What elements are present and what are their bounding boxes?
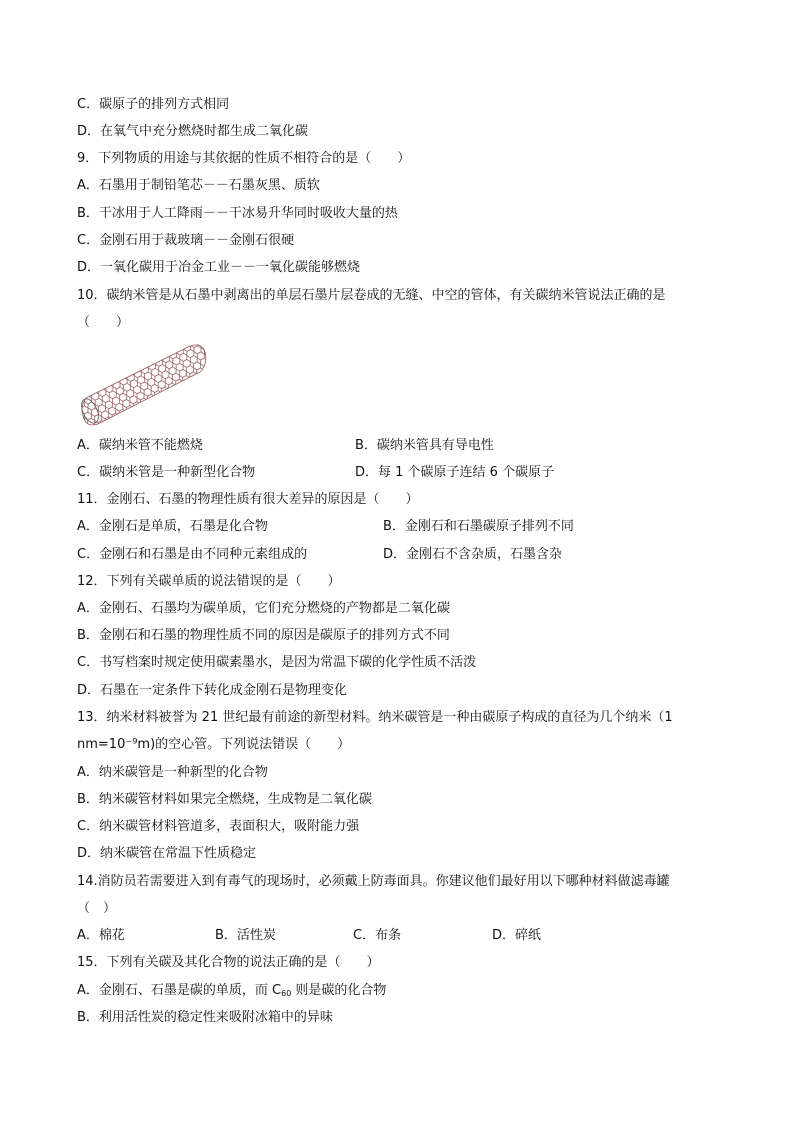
q11-stem: 11．金刚石、石墨的物理性质有很大差异的原因是（ ）	[77, 492, 419, 507]
q12-stem: 12．下列有关碳单质的说法错误的是（ ）	[77, 574, 341, 589]
c60-formula: $C_{60}$	[272, 983, 292, 998]
q9-option-b: B．干冰用于人工降雨－－干冰易升华同时吸收大量的热	[77, 206, 398, 221]
q9-option-c: C．金刚石用于裁玻璃－－金刚石很硬	[77, 233, 295, 248]
q10-option-c: C．碳纳米管是一种新型化合物	[77, 465, 256, 480]
q14-option-a: A．棉花	[77, 928, 125, 943]
q9-stem: 9．下列物质的用途与其依据的性质不相符合的是（ ）	[77, 151, 411, 166]
q12-option-a: A．金刚石、石墨均为碳单质，它们充分燃烧的产物都是二氧化碳	[77, 601, 450, 616]
q8-option-c: C．碳原子的排列方式相同	[77, 97, 230, 112]
q14-stem: 14.消防员若需要进入到有毒气的现场时，必须戴上防毒面具。你建议他们最好用以下哪种材料做滤毒罐	[77, 874, 670, 889]
q15-option-b: B．利用活性炭的稳定性来吸附冰箱中的异味	[77, 1010, 333, 1025]
q10-stem: 10．碳纳米管是从石墨中剥离出的单层石墨片层卷成的无缝、中空的管体，有关碳纳米管说法正确的是	[77, 288, 666, 303]
q10-option-b: B．碳纳米管具有导电性	[355, 438, 494, 453]
q14-option-c: C．布条	[353, 928, 402, 943]
q11-option-b: B．金刚石和石墨碳原子排列不同	[383, 519, 574, 534]
q15-option-a-text-end: 则是碳的化合物	[291, 983, 387, 998]
q13-option-a: A．纳米碳管是一种新型的化合物	[77, 765, 268, 780]
q13-option-b: B．纳米碳管材料如果完全燃烧，生成物是二氧化碳	[77, 792, 372, 807]
q9-option-d: D．一氧化碳用于冶金工业－－一氧化碳能够燃烧	[77, 260, 361, 275]
q9-option-a: A．石墨用于制铅笔芯－－石墨灰黑、质软	[77, 178, 320, 193]
q10-option-d: D．每 1 个碳原子连结 6 个碳原子	[355, 465, 555, 480]
q13-stem-line2: nm=10⁻⁹m)的空心管。下列说法错误（ ）	[77, 737, 351, 752]
q12-option-d: D．石墨在一定条件下转化成金刚石是物理变化	[77, 683, 348, 698]
q14-blank: （ ）	[77, 901, 117, 916]
q13-stem-line1: 13．纳米材料被誉为 21 世纪最有前途的新型材料。纳米碳管是一种由碳原子构成的直径为几个纳米（1	[77, 710, 673, 725]
q15-option-a-text: A．金刚石、石墨是碳的单质，而	[77, 983, 273, 998]
q13-option-c: C．纳米碳管材料管道多，表面积大，吸附能力强	[77, 819, 360, 834]
q14-option-b: B．活性炭	[215, 928, 276, 943]
q11-option-a: A．金刚石是单质，石墨是化合物	[77, 519, 268, 534]
q12-option-c: C．书写档案时规定使用碳素墨水，是因为常温下碳的化学性质不活泼	[77, 655, 477, 670]
carbon-nanotube-illustration	[78, 338, 210, 430]
q8-option-d: D．在氧气中充分燃烧时都生成二氧化碳	[77, 124, 309, 139]
q15-stem: 15．下列有关碳及其化合物的说法正确的是（ ）	[77, 955, 380, 970]
q11-option-d: D．金刚石不含杂质，石墨含杂	[383, 547, 563, 562]
q14-option-d: D．碎纸	[492, 928, 542, 943]
q13-option-d: D．纳米碳管在常温下性质稳定	[77, 846, 257, 861]
q12-option-b: B．金刚石和石墨的物理性质不同的原因是碳原子的排列方式不同	[77, 628, 450, 643]
q10-blank: （ ）	[77, 315, 130, 330]
q15-option-a	[77, 983, 386, 1002]
q11-option-c: C．金刚石和石墨是由不同种元素组成的	[77, 547, 308, 562]
q10-option-a: A．碳纳米管不能燃烧	[77, 438, 203, 453]
